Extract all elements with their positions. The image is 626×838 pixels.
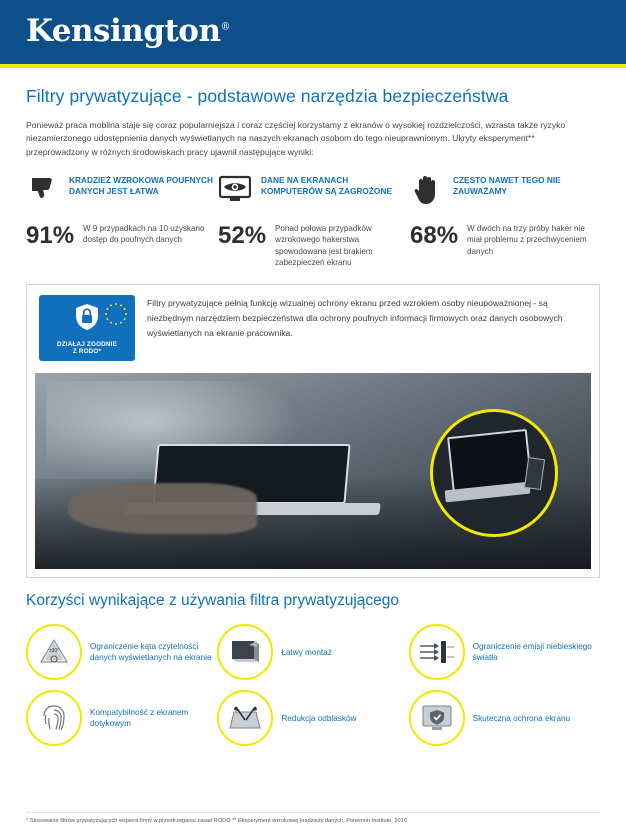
lock-shield-icon: [72, 302, 102, 337]
benefit-label: Redukcja odblasków: [281, 713, 357, 723]
benefits-title: Korzyści wynikające z używania filtra prywatyzującego: [26, 592, 400, 610]
stat-description: W 9 przypadkach na 10 uzyskano dostęp do poufnych danych: [83, 223, 205, 245]
viewing-angle-icon: [26, 624, 82, 680]
benefit-label: Kompatybilność z ekranem dotykowym: [90, 708, 189, 729]
benefit-item: [409, 620, 600, 684]
benefit-label: Łatwy montaż: [281, 647, 332, 657]
eu-stars-icon: [103, 301, 129, 327]
photo-callout-circle: [430, 409, 558, 537]
stat-body: [410, 223, 600, 257]
stat-block: [218, 173, 408, 268]
fingerprint-touch-icon: [26, 690, 82, 746]
benefit-label: Ograniczenie emisji niebieskiego światła: [472, 642, 592, 663]
rodo-paragraph: Filtry prywatyzujące pełnią funkcję wizualnej ochrony ekranu przed wzrokiem osoby nieupoważnionej - są niezbędnym narzędziem bezpieczeństwa dla ochrony poufnych informacji firmowych oraz danych osobowych wyświetlanych na ekranie pracownika.: [147, 298, 563, 338]
stat-title: KRADZIEŻ WZROKOWA POUFNYCH DANYCH JEST ŁATWA: [69, 174, 213, 196]
stat-block: [410, 173, 600, 268]
callout-privacy-filter: [524, 457, 545, 490]
rodo-panel-top: [27, 285, 599, 369]
stat-body: [26, 223, 216, 248]
stat-value: 52%: [218, 221, 267, 249]
benefit-item: [26, 620, 217, 684]
brand-name: Kensington: [26, 13, 221, 49]
benefit-item: [217, 686, 408, 750]
stat-body: [218, 223, 408, 268]
glare-reduction-icon: [217, 690, 273, 746]
rodo-panel: [26, 284, 600, 578]
footnote: * Stosowanie filtrów prywatyzujących wspiera firmy w przestrzeganiu zasad RODO ** Eksperyment wzrokowej kradzieży danych, Ponemon Institute, 2016: [26, 812, 600, 824]
svg-text:±30°: ±30°: [48, 648, 60, 655]
laptop-privacy-photo: [35, 373, 591, 569]
rodo-badge-line2: Z RODO*: [72, 348, 102, 356]
rodo-badge-line1: DZIAŁAJ ZGODNIE: [56, 340, 118, 348]
benefit-item: [26, 686, 217, 750]
page-header: [0, 0, 626, 68]
page-title: Filtry prywatyzujące - podstawowe narzędzia bezpieczeństwa: [26, 86, 509, 106]
kensington-logo: [26, 13, 230, 49]
rodo-badge: [39, 295, 135, 361]
stat-value: 68%: [410, 221, 459, 249]
photo-hands: [68, 483, 257, 534]
rodo-badge-text: [39, 341, 135, 357]
page-content: [0, 86, 626, 750]
benefit-label: Skuteczna ochrona ekranu: [472, 713, 571, 723]
thumbs-down-icon: [26, 173, 60, 205]
screen-shield-icon: [409, 690, 465, 746]
benefit-item: [409, 686, 600, 750]
blue-light-icon: [409, 624, 465, 680]
stat-header: [218, 173, 408, 219]
benefit-label: Ograniczenie kąta czytelności danych wyświetlanych na ekranie: [90, 642, 212, 663]
intro-paragraph: Ponieważ praca mobilna staje się coraz popularniejsza i coraz częściej korzystamy z ekranów o wysokiej rozdzielczości, wzrasta także ryzyko niezamierzonego udostępnienia danych wyświetlanych na naszych ekranach osobom do tego nieuprawnionym. Ukryty eksperyment** przeprowadzony w różnych środowiskach pracy ujawnił następujące wyniki:: [26, 120, 566, 157]
stat-title: DANE NA EKRANACH KOMPUTERÓW SĄ ZAGROŻONE: [261, 174, 392, 196]
hand-stop-icon: [410, 173, 444, 205]
benefits-grid: [26, 620, 600, 750]
stat-description: Ponad połowa przypadków wzrokowego hakerstwa spowodowana jest brakiem zabezpieczeń ekranu: [275, 223, 373, 267]
statistics-row: [26, 173, 600, 268]
stat-value: 91%: [26, 221, 75, 249]
easy-install-icon: [217, 624, 273, 680]
eye-monitor-icon: [218, 173, 252, 203]
stat-header: [410, 173, 600, 219]
stat-header: [26, 173, 216, 219]
benefit-item: [217, 620, 408, 684]
stat-title: CZĘSTO NAWET TEGO NIE ZAUWAŻAMY: [453, 174, 561, 196]
stat-block: [26, 173, 216, 268]
stat-description: W dwóch na trzy próby haker nie miał problemu z przechwyceniem danych: [467, 223, 587, 256]
brand-registered-mark: ®: [220, 21, 231, 33]
